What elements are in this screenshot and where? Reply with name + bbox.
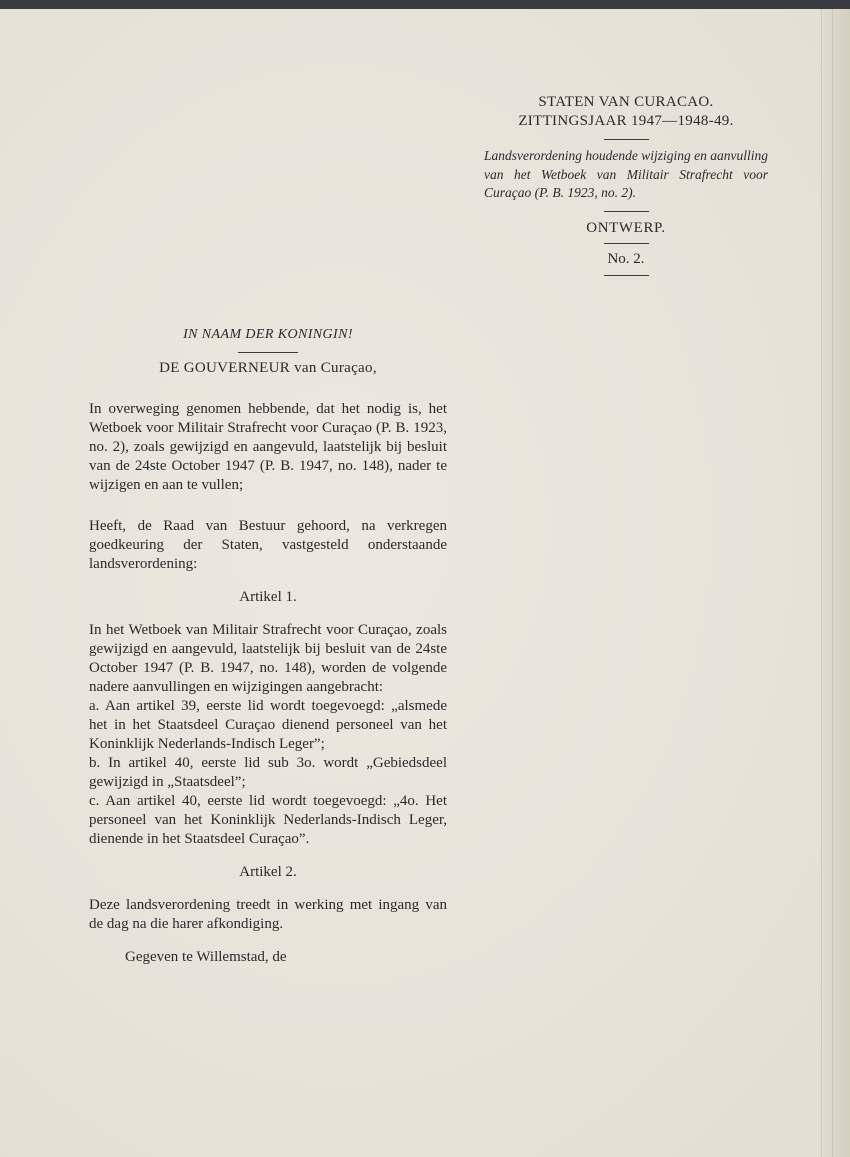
invocation: IN NAAM DER KONINGIN! [183,327,353,342]
document-number: No. 2. [607,250,645,267]
considering-paragraph: In overweging genomen hebbende, dat het nodig is, het Wetboek voor Militair Strafrecht voor Curaçao (P. B. 1923, no. 2), zoals gewijzigd en aangevuld, laatstelijk bij besluit van de 24ste October 1947 (P. B. 1947, no. 148), nader te wijzigen en aan te vullen; [89,401,447,493]
draft-label: ONTWERP. [586,219,666,236]
article-1-heading: Artikel 1. [239,589,297,605]
article-1-item-c: c. Aan artikel 40, eerste lid wordt toegevoegd: „4o. Het personeel van het Koninklijk Nederlands-Indisch Leger, dienende in het Staatsdeel Curaçao”. [89,793,447,847]
article-2-heading: Artikel 2. [239,864,297,880]
document-page [0,9,850,1157]
session-year: ZITTINGSJAAR 1947—1948-49. [518,113,734,129]
article-2-text: Deze landsverordening treedt in werking met ingang van de dag na die harer afkondiging. [89,897,447,932]
document-body [89,325,447,967]
document-header [480,93,772,283]
ordinance-title: Landsverordening houdende wijziging en aanvulling van het Wetboek van Militair Strafrecht voor Curaçao (P. B. 1923, no. 2). [484,148,768,200]
divider [604,211,649,212]
divider [604,275,649,276]
divider [238,352,298,353]
article-1-item-a: a. Aan artikel 39, eerste lid wordt toegevoegd: „alsmede het in het Staatsdeel Curaçao dienend personeel van het Koninklijk Nederlands-Indisch Leger”; [89,698,447,752]
divider [604,139,649,140]
governor-line: DE GOUVERNEUR van Curaçao, [159,360,377,376]
signoff-line: Gegeven te Willemstad, de [125,949,287,965]
assembly-name: STATEN VAN CURACAO. [538,94,714,110]
page-edge [821,9,850,1157]
divider [604,243,649,244]
article-1-intro: In het Wetboek van Militair Strafrecht voor Curaçao, zoals gewijzigd en aangevuld, laatstelijk bij besluit van de 24ste October 1947 (P. B. 1947, no. 148), worden de volgende nadere aanvullingen en wijzigingen aangebracht: [89,622,447,695]
article-1-item-b: b. In artikel 40, eerste lid sub 3o. wordt „Gebiedsdeel gewijzigd in „Staatsdeel”; [89,755,447,790]
decree-paragraph: Heeft, de Raad van Bestuur gehoord, na verkregen goedkeuring der Staten, vastgesteld onderstaande landsverordening: [89,518,447,572]
